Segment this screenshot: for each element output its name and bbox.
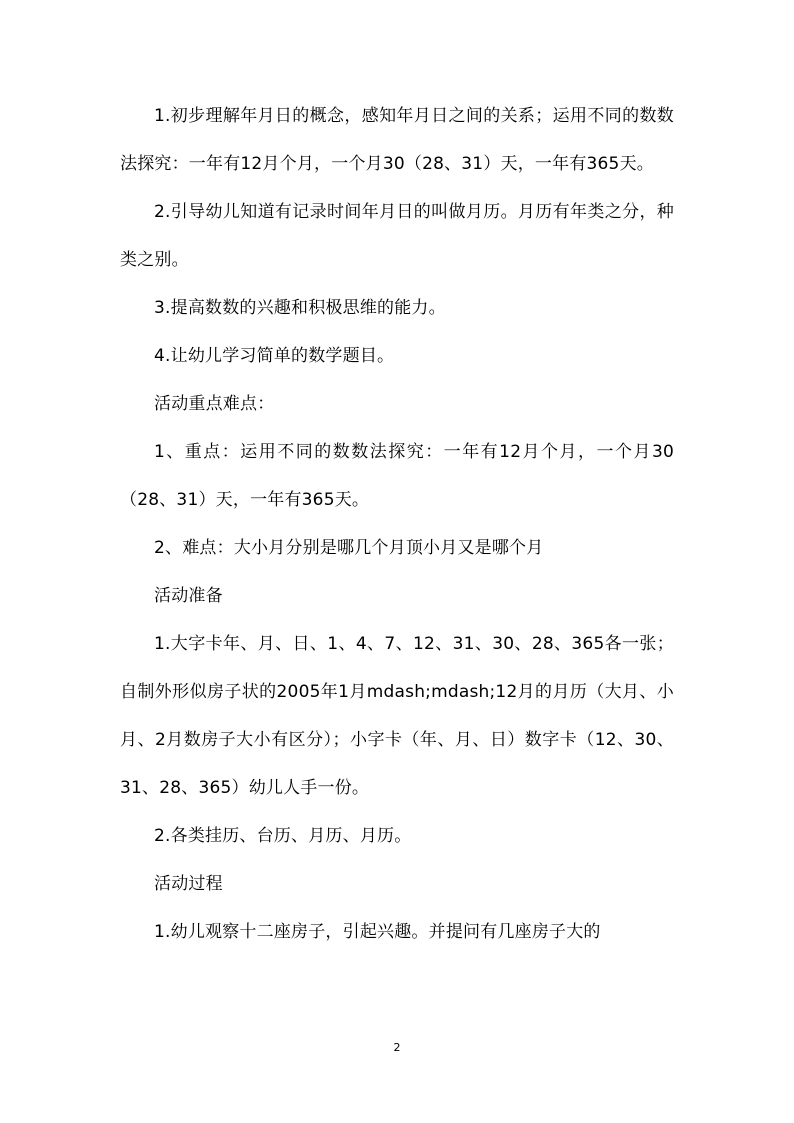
heading-key-points: 活动重点难点：	[154, 394, 275, 414]
paragraph-preparation-1: 1.大字卡年、月、日、1、4、7、12、31、30、28、365各一张；自制外形似房子状的2005年1月mdash;mdash;12月的月历（大月、小月、2月数房子大小有区分）；小字卡（年、月、日）数字卡（12、30、31、28、365）幼儿人手一份。	[120, 634, 674, 798]
paragraph-preparation-2: 2.各类挂历、台历、月历、月历。	[154, 826, 412, 846]
document-body	[120, 92, 674, 956]
heading-process: 活动过程	[154, 874, 223, 894]
paragraph-goal-1: 1.初步理解年月日的概念，感知年月日之间的关系；运用不同的数数法探究：一年有12月个月，一个月30（28、31）天，一年有365天。	[120, 106, 674, 174]
page-number: 2	[393, 1041, 401, 1054]
heading-preparation: 活动准备	[154, 586, 223, 606]
paragraph-goal-2: 2.引导幼儿知道有记录时间年月日的叫做月历。月历有年类之分，种类之别。	[120, 202, 674, 270]
paragraph-difficulty: 2、难点：大小月分别是哪几个月顶小月又是哪个月	[154, 538, 544, 558]
paragraph-goal-4: 4.让幼儿学习简单的数学题目。	[154, 346, 395, 366]
paragraph-goal-3: 3.提高数数的兴趣和积极思维的能力。	[154, 298, 446, 318]
paragraph-key-point: 1、重点：运用不同的数数法探究：一年有12月个月，一个月30（28、31）天，一年有365天。	[120, 442, 674, 510]
paragraph-process-1: 1.幼儿观察十二座房子，引起兴趣。并提问有几座房子大的	[154, 922, 601, 942]
